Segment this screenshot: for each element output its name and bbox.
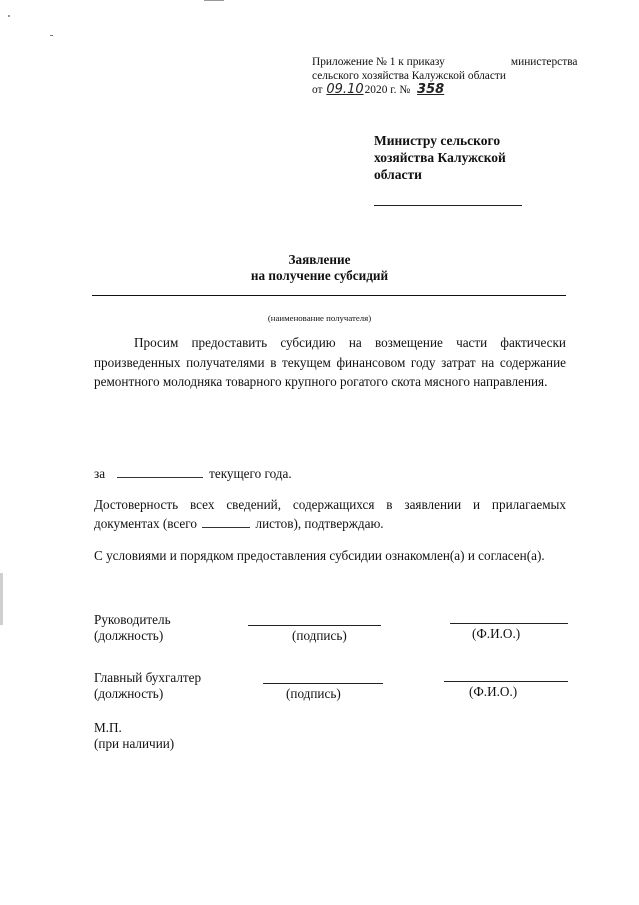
signature-position: (должность)	[94, 686, 164, 701]
name-line	[450, 623, 568, 624]
scan-mark-top	[204, 0, 224, 1]
annex-line-1-right: министерства	[510, 56, 578, 68]
confirmation-text-1: Достоверность всех сведений, содержащихся в заявлении и прилагаемых документах (всего	[94, 497, 566, 531]
addressee-line: хозяйства Калужской	[374, 150, 506, 165]
confirmation-paragraph	[94, 496, 566, 533]
document-subtitle: на получение субсидий	[250, 268, 389, 283]
signature-caption: (подпись)	[286, 686, 341, 701]
annex-line-2: сельского хозяйства Калужской области	[312, 69, 506, 82]
signature-line	[263, 683, 383, 684]
addressee-block	[374, 132, 534, 183]
consent-paragraph: С условиями и порядком предоставления субсидии ознакомлен(а) и согласен(а).	[94, 548, 545, 563]
scan-speck	[50, 35, 53, 36]
sheet-count-blank	[202, 516, 250, 528]
addressee-underline	[374, 205, 522, 206]
name-caption: (Ф.И.О.)	[469, 684, 518, 699]
signature-line	[248, 625, 381, 626]
name-line	[444, 681, 568, 682]
addressee-line: области	[374, 167, 422, 182]
recipient-caption: (наименование получателя)	[267, 313, 372, 323]
seal-note: (при наличии)	[94, 736, 175, 751]
handwritten-date: 09.10	[326, 82, 364, 97]
annex-date-prefix: от	[312, 84, 323, 96]
document-title: Заявление	[288, 252, 351, 267]
period-suffix: текущего года.	[209, 466, 292, 481]
name-caption: (Ф.И.О.)	[472, 626, 521, 641]
annex-line-1-left: Приложение № 1 к приказу	[312, 56, 445, 68]
scan-speck	[8, 15, 10, 17]
confirmation-text-2: листов), подтверждаю.	[255, 515, 384, 531]
seal-label: М.П.	[94, 720, 122, 735]
signature-role: Руководитель	[94, 612, 171, 627]
signature-caption: (подпись)	[292, 628, 347, 643]
period-prefix: за	[94, 466, 106, 481]
period-blank	[117, 466, 203, 478]
signature-position: (должность)	[94, 628, 164, 643]
signature-role: Главный бухгалтер	[94, 670, 202, 685]
scan-edge-mark	[0, 573, 3, 625]
handwritten-order-number: 358	[417, 82, 445, 97]
period-line	[94, 466, 292, 482]
request-paragraph: Просим предоставить субсидию на возмещение части фактически произведенных получателями в текущем финансовом году затрат на содержание ремонтного молодняка товарного крупного рогатого скота мясного направления.	[94, 335, 566, 389]
addressee-line: Министру сельского	[374, 133, 501, 148]
annex-year-number-label: 2020 г. №	[364, 84, 411, 96]
annex-header	[312, 56, 580, 98]
recipient-name-line	[92, 295, 566, 296]
